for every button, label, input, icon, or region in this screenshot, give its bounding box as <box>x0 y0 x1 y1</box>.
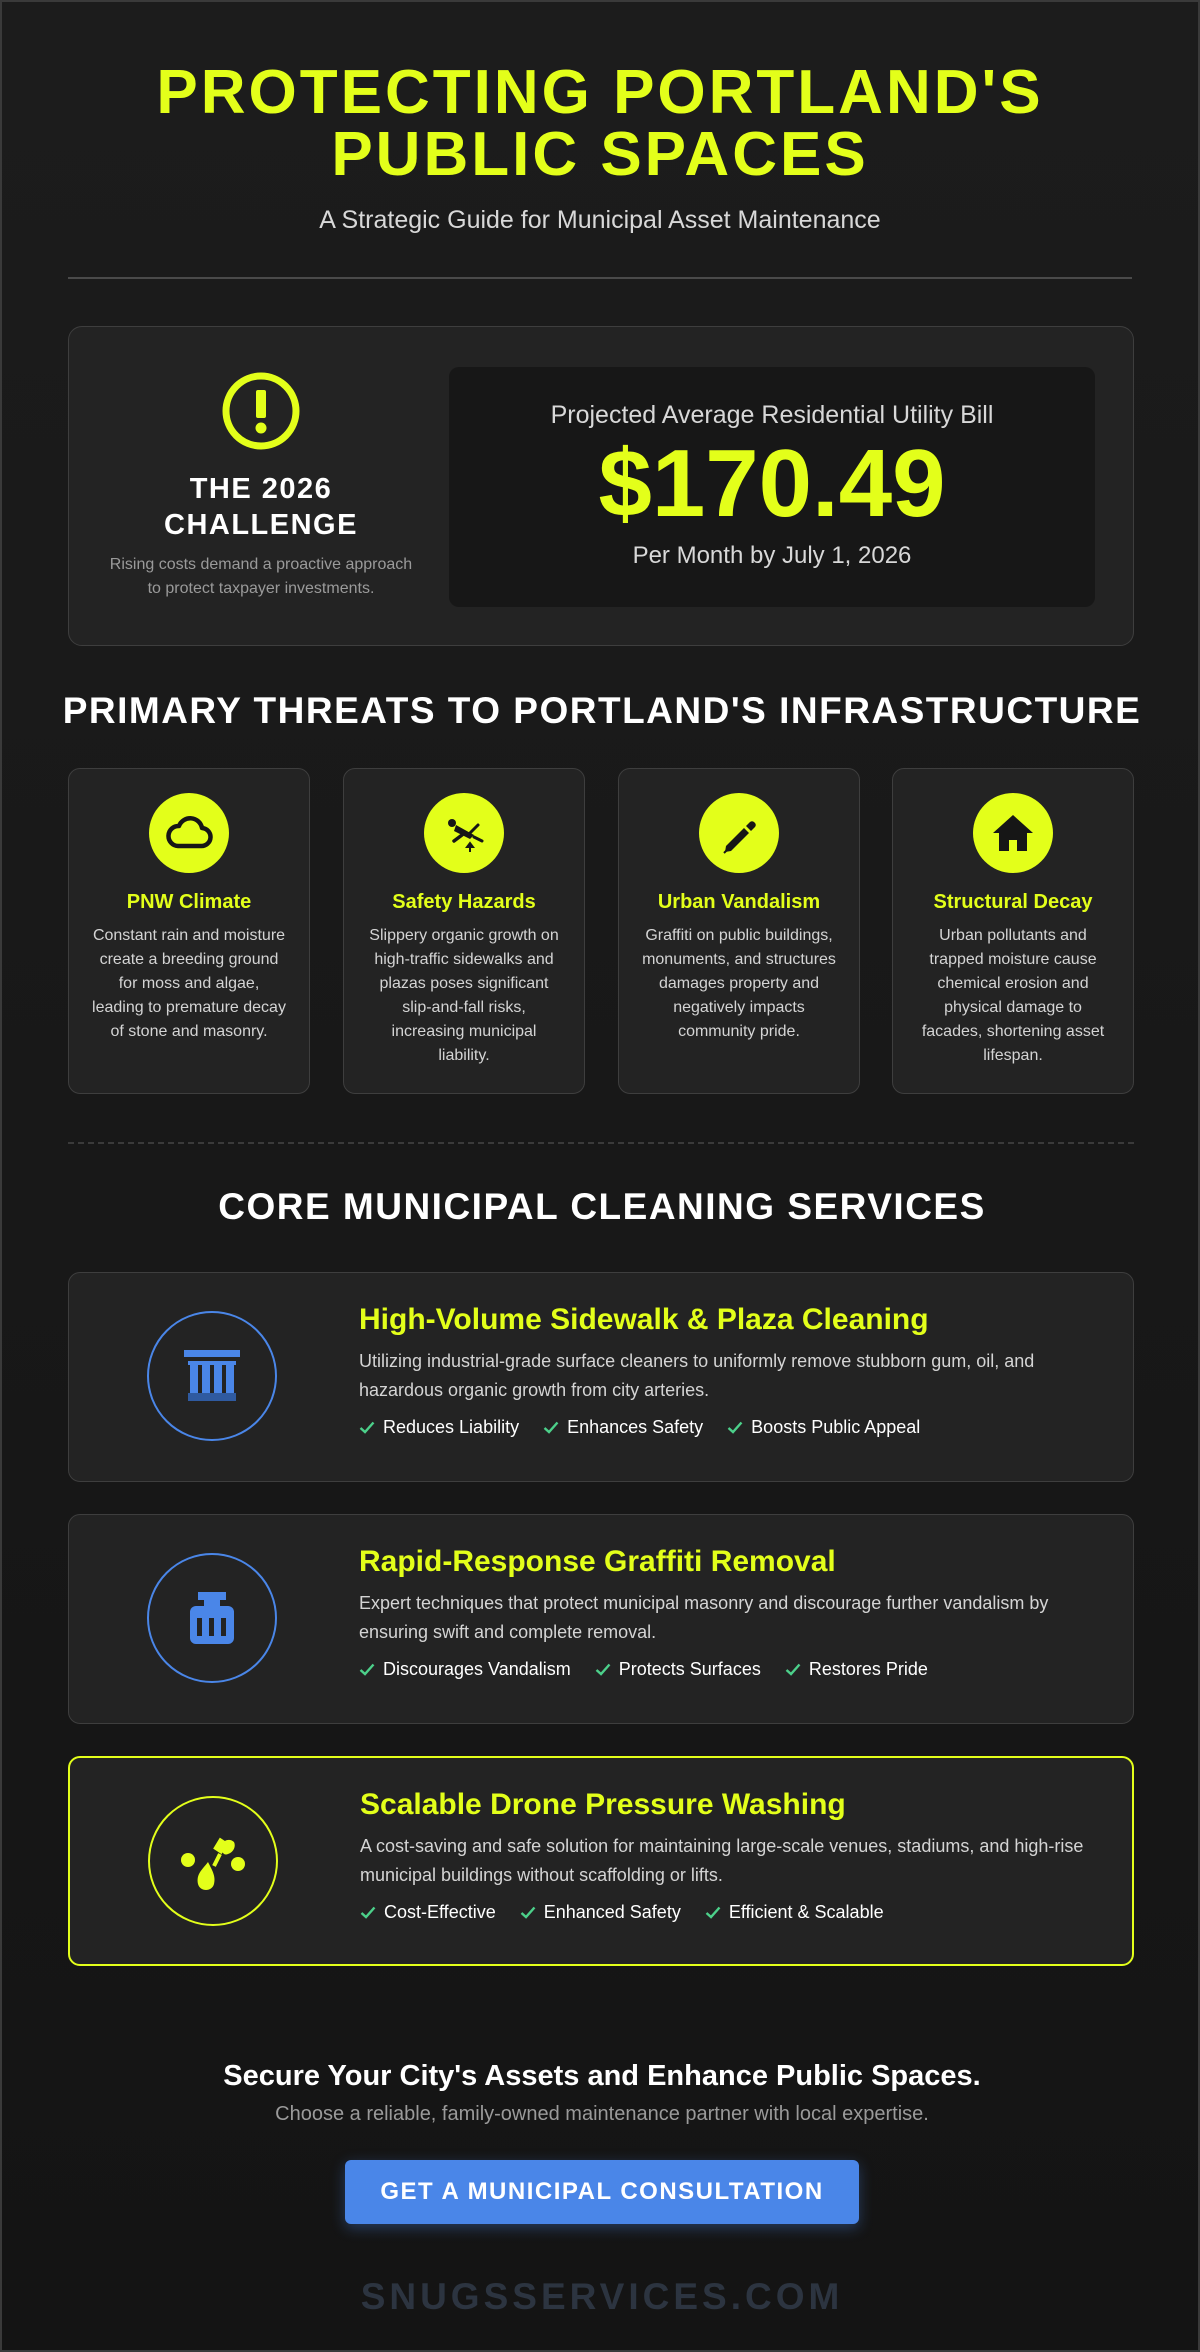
benefit-item <box>359 1659 571 1680</box>
threat-card-vandalism <box>618 768 860 1094</box>
threat-description: Graffiti on public buildings, monuments, and structures damages property and negatively impacts community pride. <box>642 927 836 1040</box>
service-description: Utilizing industrial-grade surface cleaners to uniformly remove stubborn gum, oil, and hazardous organic growth from city arteries. <box>359 1351 1035 1400</box>
hero-header <box>2 2 1198 235</box>
challenge-title-line-1: THE 2026 <box>189 473 333 505</box>
threat-title: Safety Hazards <box>392 891 536 913</box>
benefit-item <box>359 1417 519 1438</box>
check-icon <box>520 1906 536 1919</box>
check-icon <box>359 1663 375 1676</box>
page-title-line-2: PUBLIC SPACES <box>331 120 869 189</box>
services-heading: CORE MUNICIPAL CLEANING SERVICES <box>218 1186 986 1227</box>
check-icon <box>727 1421 743 1434</box>
service-body <box>359 1303 1099 1438</box>
header-divider <box>68 277 1132 279</box>
threat-description: Constant rain and moisture create a breeding ground for moss and algae, leading to premature decay of stone and masonry. <box>92 927 286 1040</box>
service-description: Expert techniques that protect municipal masonry and discourage further vandalism by ensuring swift and complete removal. <box>359 1593 1049 1642</box>
threat-description: Urban pollutants and trapped moisture cause chemical erosion and physical damage to facades, shortening asset lifespan. <box>921 927 1105 1064</box>
challenge-card <box>68 326 1134 646</box>
benefit-label: Reduces Liability <box>383 1417 520 1437</box>
threat-title: Urban Vandalism <box>657 891 821 913</box>
building-columns-icon <box>147 1311 277 1441</box>
threat-card-climate <box>68 768 310 1094</box>
check-icon <box>595 1663 611 1676</box>
footer-brand[interactable]: SNUGSSERVICES.COM <box>360 2276 844 2317</box>
service-card-drone <box>68 1756 1134 1966</box>
service-title: High-Volume Sidewalk & Plaza Cleaning <box>359 1303 929 1336</box>
challenge-title-line-2: CHALLENGE <box>164 509 358 541</box>
benefit-item <box>785 1659 928 1680</box>
benefit-label: Efficient & Scalable <box>728 1902 884 1922</box>
threat-description: Slippery organic growth on high-traffic sidewalks and plazas poses significant slip-and-fall risks, increasing municipal liability. <box>369 927 559 1064</box>
challenge-description: Rising costs demand a proactive approach to protect taxpayer investments. <box>109 556 413 597</box>
consultation-button[interactable]: GET A MUNICIPAL CONSULTATION <box>345 2160 859 2224</box>
utility-bill-stat <box>449 367 1095 607</box>
service-description: A cost-saving and safe solution for maintaining large-scale venues, stadiums, and high-rise municipal buildings without scaffolding or lifts. <box>360 1836 1084 1885</box>
exclamation-circle-icon <box>221 371 301 451</box>
cta-subtitle: Choose a reliable, family-owned maintenance partner with local expertise. <box>275 2103 929 2125</box>
call-to-action <box>2 2060 1200 2224</box>
stat-footnote: Per Month by July 1, 2026 <box>632 542 912 569</box>
service-body <box>360 1788 1100 1923</box>
house-icon <box>973 793 1053 873</box>
benefit-label: Boosts Public Appeal <box>751 1417 921 1437</box>
check-icon <box>359 1421 375 1434</box>
service-benefits <box>360 1902 1100 1923</box>
threat-card-safety <box>343 768 585 1094</box>
page-title <box>2 58 1198 189</box>
challenge-title <box>105 471 417 543</box>
drone-spray-icon <box>148 1796 278 1926</box>
check-icon <box>543 1421 559 1434</box>
service-body <box>359 1545 1099 1680</box>
benefit-label: Enhanced Safety <box>543 1902 681 1922</box>
threats-heading: PRIMARY THREATS TO PORTLAND'S INFRASTRUCTURE <box>62 690 1142 731</box>
cta-title: Secure Your City's Assets and Enhance Public Spaces. <box>223 2060 981 2092</box>
section-divider <box>68 1142 1134 1144</box>
page-subtitle: A Strategic Guide for Municipal Asset Maintenance <box>319 206 881 234</box>
benefit-item <box>543 1417 703 1438</box>
check-icon <box>360 1906 376 1919</box>
check-icon <box>705 1906 721 1919</box>
benefit-label: Restores Pride <box>808 1659 928 1679</box>
service-benefits <box>359 1417 1099 1438</box>
spray-can-icon <box>699 793 779 873</box>
benefit-label: Cost-Effective <box>384 1902 496 1922</box>
service-card-graffiti <box>68 1514 1134 1724</box>
threats-grid <box>68 768 1134 1094</box>
cloud-icon <box>149 793 229 873</box>
benefit-item <box>360 1902 496 1923</box>
benefit-label: Protects Surfaces <box>618 1659 761 1679</box>
spray-bottle-icon <box>147 1553 277 1683</box>
benefit-label: Enhances Safety <box>567 1417 704 1437</box>
service-title: Rapid-Response Graffiti Removal <box>359 1545 836 1578</box>
threat-title: Structural Decay <box>933 891 1093 913</box>
page-title-line-1: PROTECTING PORTLAND'S <box>156 58 1044 127</box>
challenge-intro <box>105 371 417 601</box>
threat-card-decay <box>892 768 1134 1094</box>
benefit-item <box>727 1417 920 1438</box>
service-benefits <box>359 1659 1099 1680</box>
benefit-item <box>520 1902 681 1923</box>
service-card-sidewalk <box>68 1272 1134 1482</box>
stat-value: $170.49 <box>598 430 946 537</box>
service-title: Scalable Drone Pressure Washing <box>360 1788 846 1821</box>
benefit-item <box>595 1659 761 1680</box>
benefit-label: Discourages Vandalism <box>383 1659 571 1679</box>
check-icon <box>785 1663 801 1676</box>
stat-label: Projected Average Residential Utility Bill <box>550 401 994 429</box>
threat-title: PNW Climate <box>126 891 252 913</box>
benefit-item <box>705 1902 884 1923</box>
person-falling-icon <box>424 793 504 873</box>
